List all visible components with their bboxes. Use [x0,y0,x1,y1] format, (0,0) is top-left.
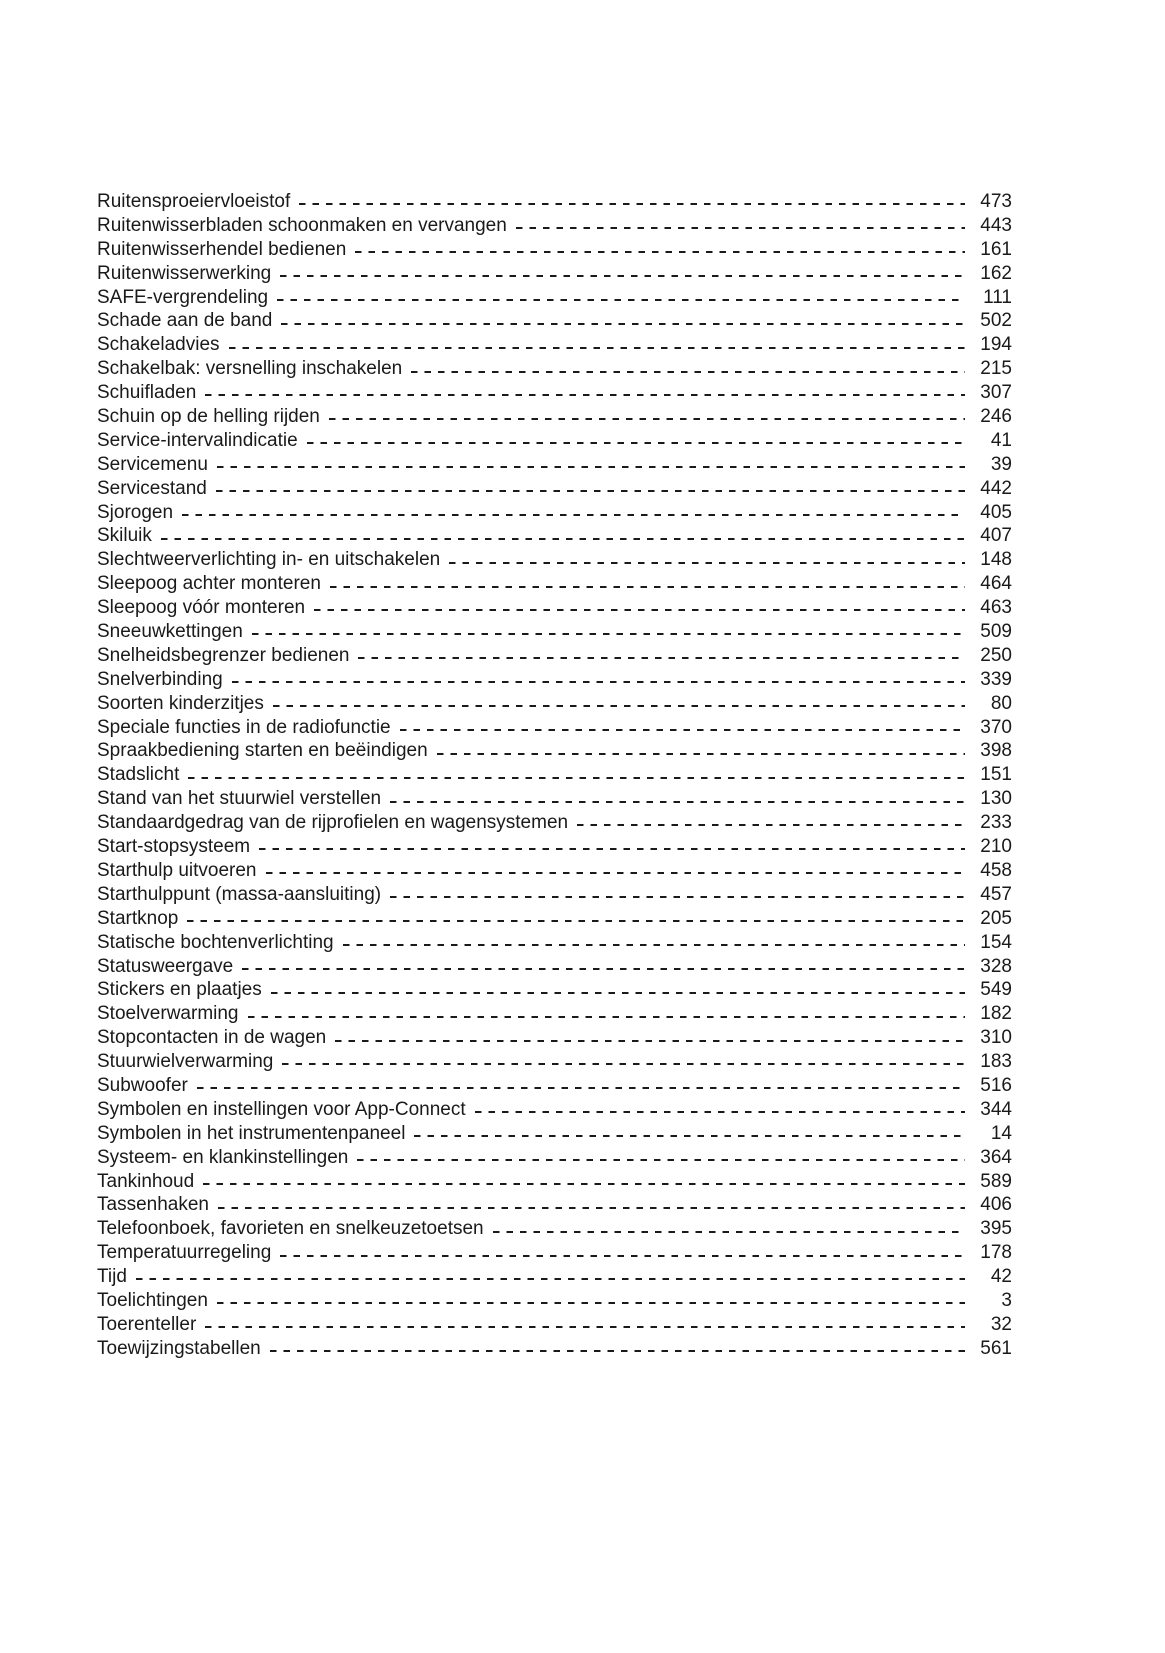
dotted-leader [280,1241,965,1265]
dotted-leader [355,238,965,262]
index-entry-page: 589 [980,1170,1012,1192]
index-entry-page: 464 [980,573,1012,595]
index-entry-label: Telefoonboek, favorieten en snelkeuzetoetsen [97,1218,484,1240]
dotted-leader [182,501,965,525]
index-entry-label: Temperatuurregeling [97,1242,272,1264]
index-entry-label: Servicestand [97,477,207,499]
index-entry-page: 161 [980,238,1012,260]
index-entry-page: 443 [980,214,1012,236]
index-entry-page: 151 [980,764,1012,786]
index-entry [97,1098,1012,1122]
index-entry [97,1074,1012,1098]
dotted-leader [188,763,965,787]
index-entry-label: Toewijzingstabellen [97,1337,261,1359]
index-entry-label: Speciale functies in de radiofunctie [97,716,391,738]
index-entry-label: Ruitenwisserhendel bedienen [97,238,347,260]
index-entry-label: Statusweergave [97,955,234,977]
dotted-leader [577,811,965,835]
index-entry-page: 3 [1001,1289,1012,1311]
dotted-leader [335,1026,965,1050]
index-entry [97,668,1012,692]
index-entry [97,1241,1012,1265]
index-entry [97,978,1012,1002]
index-entry [97,1050,1012,1074]
dotted-leader [358,644,965,668]
index-entry-label: Toerenteller [97,1313,197,1335]
index-entry-label: Stadslicht [97,764,180,786]
index-entry-label: Starthulp uitvoeren [97,859,257,881]
index-entry-page: 178 [980,1242,1012,1264]
index-entry-label: Starthulppunt (massa-aansluiting) [97,883,382,905]
dotted-leader [203,1170,965,1194]
index-entry-label: Startknop [97,907,179,929]
index-entry-label: Service-intervalindicatie [97,429,298,451]
dotted-leader [232,668,965,692]
index-entry-label: Sleepoog vóór monteren [97,597,306,619]
index-entry [97,429,1012,453]
index-entry-label: Toelichtingen [97,1289,208,1311]
dotted-leader [280,262,965,286]
dotted-leader [273,692,965,716]
index-entry-label: Stoelverwarming [97,1003,239,1025]
index-entry-page: 194 [980,334,1012,356]
index-entry-label: SAFE-vergrendeling [97,286,269,308]
index-entry [97,859,1012,883]
dotted-leader [314,596,965,620]
index-list [97,190,1012,1361]
index-entry [97,1193,1012,1217]
index-entry [97,477,1012,501]
index-entry-label: Schuifladen [97,382,197,404]
index-entry [97,644,1012,668]
index-entry-page: 406 [980,1194,1012,1216]
index-entry-page: 32 [990,1313,1012,1335]
index-entry-page: 458 [980,859,1012,881]
dotted-leader [161,524,965,548]
index-entry-label: Ruitenwisserbladen schoonmaken en vervangen [97,214,507,236]
index-entry-page: 39 [990,453,1012,475]
index-entry [97,811,1012,835]
index-entry-label: Sneeuwkettingen [97,621,243,643]
index-entry-label: Servicemenu [97,453,208,475]
index-entry-label: Schuin op de helling rijden [97,406,320,428]
index-entry-label: Sleepoog achter monteren [97,573,321,595]
index-entry [97,1313,1012,1337]
dotted-leader [493,1217,965,1241]
index-entry [97,1265,1012,1289]
index-entry-label: Tankinhoud [97,1170,195,1192]
index-entry [97,1122,1012,1146]
dotted-leader [187,907,965,931]
index-entry [97,238,1012,262]
index-entry-label: Snelverbinding [97,668,223,690]
index-entry [97,955,1012,979]
index-entry-page: 148 [980,549,1012,571]
index-entry-page: 42 [990,1266,1012,1288]
index-entry [97,1146,1012,1170]
index-entry-page: 549 [980,979,1012,1001]
index-entry-label: Sjorogen [97,501,174,523]
dotted-leader [270,1337,965,1361]
index-entry [97,907,1012,931]
dotted-leader [217,1289,965,1313]
index-entry-label: Spraakbediening starten en beëindigen [97,740,428,762]
dotted-leader [282,1050,965,1074]
dotted-leader [216,477,965,501]
dotted-leader [357,1146,965,1170]
index-entry-page: 463 [980,597,1012,619]
index-entry-page: 561 [980,1337,1012,1359]
index-entry-label: Stand van het stuurwiel verstellen [97,788,382,810]
dotted-leader [252,620,965,644]
dotted-leader [281,309,965,333]
dotted-leader [266,859,966,883]
index-entry-label: Soorten kinderzitjes [97,692,264,714]
index-entry [97,333,1012,357]
index-entry-page: 250 [980,644,1012,666]
dotted-leader [343,931,965,955]
dotted-leader [299,190,965,214]
index-entry [97,1289,1012,1313]
index-entry [97,716,1012,740]
dotted-leader [414,1122,965,1146]
dotted-leader [217,453,965,477]
index-entry [97,548,1012,572]
index-entry-label: Ruitenwisserwerking [97,262,272,284]
dotted-leader [242,955,965,979]
index-entry-page: 130 [980,788,1012,810]
index-entry-page: 215 [980,358,1012,380]
index-entry-page: 339 [980,668,1012,690]
index-entry-label: Snelheidsbegrenzer bedienen [97,644,350,666]
index-entry-page: 473 [980,191,1012,212]
index-entry-label: Symbolen in het instrumentenpaneel [97,1122,406,1144]
index-entry [97,405,1012,429]
index-entry-page: 398 [980,740,1012,762]
index-entry-page: 405 [980,501,1012,523]
index-entry-page: 502 [980,310,1012,332]
index-entry-label: Stuurwielverwarming [97,1051,274,1073]
dotted-leader [516,214,965,238]
index-entry-page: 210 [980,836,1012,858]
index-entry-page: 14 [990,1122,1012,1144]
index-entry [97,1026,1012,1050]
dotted-leader [329,405,965,429]
index-entry-label: Standaardgedrag van de rijprofielen en wagensystemen [97,812,569,834]
dotted-leader [411,357,965,381]
index-entry-page: 182 [980,1003,1012,1025]
index-entry-label: Statische bochtenverlichting [97,931,334,953]
index-entry-label: Subwoofer [97,1074,188,1096]
index-entry-label: Schade aan de band [97,310,273,332]
index-entry-page: 310 [980,1027,1012,1049]
index-entry-label: Tijd [97,1266,127,1288]
index-entry-label: Stickers en plaatjes [97,979,262,1001]
dotted-leader [205,1313,965,1337]
index-entry [97,692,1012,716]
dotted-leader [390,787,965,811]
index-entry-page: 328 [980,955,1012,977]
index-entry-page: 364 [980,1146,1012,1168]
index-entry [97,787,1012,811]
index-entry [97,596,1012,620]
index-entry [97,620,1012,644]
dotted-leader [259,835,965,859]
index-entry-label: Symbolen en instellingen voor App-Connect [97,1098,466,1120]
index-entry-page: 183 [980,1051,1012,1073]
index-entry [97,262,1012,286]
index-entry-label: Systeem- en klankinstellingen [97,1146,349,1168]
index-entry-label: Slechtweerverlichting in- en uitschakelen [97,549,441,571]
index-entry-page: 509 [980,621,1012,643]
index-entry [97,835,1012,859]
dotted-leader [197,1074,965,1098]
index-entry-page: 307 [980,382,1012,404]
index-entry-label: Stopcontacten in de wagen [97,1027,327,1049]
dotted-leader [330,572,965,596]
index-entry-page: 457 [980,883,1012,905]
index-entry-label: Schakelbak: versnelling inschakelen [97,358,403,380]
dotted-leader [307,429,965,453]
index-entry-page: 516 [980,1074,1012,1096]
index-entry [97,453,1012,477]
dotted-leader [248,1002,966,1026]
index-entry-page: 370 [980,716,1012,738]
index-entry-page: 246 [980,406,1012,428]
dotted-leader [136,1265,965,1289]
index-entry-page: 205 [980,907,1012,929]
index-entry-page: 407 [980,525,1012,547]
index-entry [97,1170,1012,1194]
index-entry-label: Start-stopsysteem [97,836,251,858]
index-entry [97,214,1012,238]
index-entry-label: Skiluik [97,525,152,547]
index-entry [97,357,1012,381]
index-entry [97,286,1012,310]
index-entry [97,524,1012,548]
index-entry-page: 111 [983,286,1012,308]
index-entry [97,931,1012,955]
index-entry [97,501,1012,525]
dotted-leader [229,333,965,357]
index-entry-page: 41 [990,429,1012,451]
index-entry-page: 80 [990,692,1012,714]
index-entry [97,572,1012,596]
dotted-leader [437,739,965,763]
dotted-leader [271,978,965,1002]
index-entry-page: 233 [980,812,1012,834]
index-entry-page: 442 [980,477,1012,499]
index-entry [97,309,1012,333]
index-entry [97,381,1012,405]
index-entry-page: 162 [980,262,1012,284]
index-entry [97,190,1012,214]
dotted-leader [449,548,965,572]
dotted-leader [400,716,965,740]
index-entry-label: Ruitensproeiervloeistof [97,191,291,212]
index-entry [97,1217,1012,1241]
index-entry-page: 344 [980,1098,1012,1120]
index-entry-page: 154 [980,931,1012,953]
dotted-leader [390,883,965,907]
index-entry [97,1002,1012,1026]
index-entry [97,763,1012,787]
dotted-leader [277,286,965,310]
index-entry [97,883,1012,907]
dotted-leader [205,381,965,405]
index-entry [97,739,1012,763]
index-entry [97,1337,1012,1361]
dotted-leader [475,1098,965,1122]
index-entry-label: Schakeladvies [97,334,220,356]
index-entry-label: Tassenhaken [97,1194,209,1216]
dotted-leader [218,1193,965,1217]
index-entry-page: 395 [980,1218,1012,1240]
